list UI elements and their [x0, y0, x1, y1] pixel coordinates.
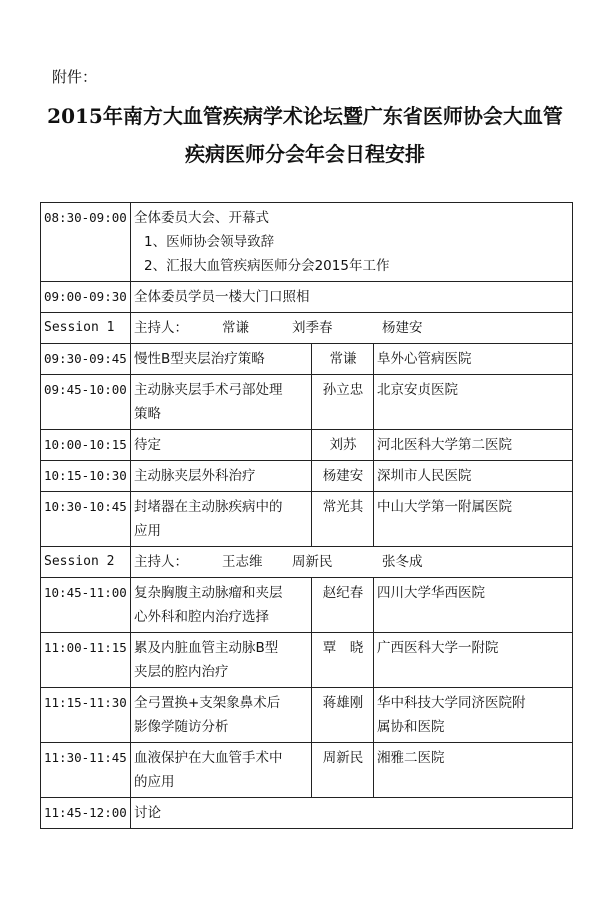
session-label: Session 1	[41, 313, 131, 344]
time-cell: 10:45-11:00	[41, 578, 131, 633]
topic-line: 封堵器在主动脉疾病中的	[134, 499, 283, 515]
topic-cell	[131, 578, 312, 633]
topic-line: 应用	[134, 523, 161, 539]
opening-line: 全体委员大会、开幕式	[134, 210, 269, 226]
time-cell: 11:15-11:30	[41, 688, 131, 743]
speaker-cell: 杨建安	[312, 461, 374, 492]
institution-line: 北京安贞医院	[377, 382, 458, 398]
document-title-line-1: 2015年南方大血管疾病学术论坛暨广东省医师协会大血管	[47, 104, 563, 128]
institution-cell	[374, 688, 573, 743]
topic-line: 主动脉夹层手术弓部处理	[134, 382, 283, 398]
time-cell: 09:00-09:30	[41, 282, 131, 313]
institution-cell	[374, 461, 573, 492]
time-cell: 11:00-11:15	[41, 633, 131, 688]
closing-text: 讨论	[131, 798, 573, 829]
photo-row	[41, 282, 573, 313]
institution-line: 广西医科大学一附院	[377, 640, 499, 656]
institution-line: 深圳市人民医院	[377, 468, 472, 484]
document-title-line-2: 疾病医师分会年会日程安排	[185, 142, 425, 166]
institution-cell	[374, 430, 573, 461]
time-cell: 10:30-10:45	[41, 492, 131, 547]
host-name: 周新民	[292, 554, 333, 570]
topic-cell	[131, 375, 312, 430]
time-cell: 09:30-09:45	[41, 344, 131, 375]
table-row	[41, 461, 573, 492]
session-hosts	[131, 547, 573, 578]
topic-cell	[131, 633, 312, 688]
topic-line: 复杂胸腹主动脉瘤和夹层	[134, 585, 283, 601]
table-row	[41, 430, 573, 461]
table-row	[41, 344, 573, 375]
closing-row	[41, 798, 573, 829]
institution-cell	[374, 633, 573, 688]
time-cell: 10:15-10:30	[41, 461, 131, 492]
time-cell: 09:45-10:00	[41, 375, 131, 430]
table-row	[41, 492, 573, 547]
speaker-cell: 蒋雄刚	[312, 688, 374, 743]
institution-line: 湘雅二医院	[377, 750, 445, 766]
topic-line: 心外科和腔内治疗选择	[134, 609, 269, 625]
time-cell: 08:30-09:00	[41, 203, 131, 282]
topic-line: 累及内脏血管主动脉B型	[134, 640, 279, 656]
institution-cell	[374, 578, 573, 633]
session-1-header	[41, 313, 573, 344]
topic-line: 夹层的腔内治疗	[134, 664, 229, 680]
topic-cell	[131, 344, 312, 375]
table-row	[41, 578, 573, 633]
topic-cell	[131, 461, 312, 492]
topic-line: 主动脉夹层外科治疗	[134, 468, 256, 484]
speaker-cell: 赵纪春	[312, 578, 374, 633]
time-cell: 10:00-10:15	[41, 430, 131, 461]
attachment-label: 附件：	[52, 68, 98, 86]
session-2-header	[41, 547, 573, 578]
host-name: 王志维	[222, 554, 263, 570]
topic-line: 待定	[134, 437, 161, 453]
topic-cell	[131, 430, 312, 461]
table-row	[41, 633, 573, 688]
time-cell: 11:30-11:45	[41, 743, 131, 798]
opening-line: 2、汇报大血管疾病医师分会2015年工作	[144, 258, 390, 274]
institution-line: 华中科技大学同济医院附	[377, 695, 526, 711]
topic-line: 的应用	[134, 774, 175, 790]
institution-line: 中山大学第一附属医院	[377, 499, 512, 515]
topic-line: 策略	[134, 406, 161, 422]
time-cell: 11:45-12:00	[41, 798, 131, 829]
host-name: 刘季春	[292, 320, 333, 336]
speaker-cell: 常光其	[312, 492, 374, 547]
host-label: 主持人：	[134, 554, 188, 570]
topic-line: 全弓置换+支架象鼻术后	[134, 695, 281, 711]
institution-line: 属协和医院	[377, 719, 445, 735]
opening-row	[41, 203, 573, 282]
topic-line: 慢性B型夹层治疗策略	[134, 351, 265, 367]
topic-line: 影像学随访分析	[134, 719, 229, 735]
speaker-cell: 刘苏	[312, 430, 374, 461]
institution-cell	[374, 375, 573, 430]
opening-content	[131, 203, 573, 282]
institution-cell	[374, 344, 573, 375]
institution-line: 四川大学华西医院	[377, 585, 485, 601]
session-hosts	[131, 313, 573, 344]
host-name: 杨建安	[382, 320, 423, 336]
speaker-cell: 覃 晓	[312, 633, 374, 688]
photo-text: 全体委员学员一楼大门口照相	[131, 282, 573, 313]
table-row	[41, 743, 573, 798]
institution-line: 阜外心管病医院	[377, 351, 472, 367]
topic-cell	[131, 492, 312, 547]
institution-cell	[374, 492, 573, 547]
speaker-cell: 常谦	[312, 344, 374, 375]
table-row	[41, 688, 573, 743]
host-label: 主持人：	[134, 320, 188, 336]
table-row	[41, 375, 573, 430]
opening-line: 1、医师协会领导致辞	[144, 234, 275, 250]
host-name: 张冬成	[382, 554, 423, 570]
session-label: Session 2	[41, 547, 131, 578]
topic-cell	[131, 688, 312, 743]
schedule-table	[40, 202, 573, 829]
topic-line: 血液保护在大血管手术中	[134, 750, 283, 766]
host-name: 常谦	[222, 320, 249, 336]
speaker-cell: 孙立忠	[312, 375, 374, 430]
institution-line: 河北医科大学第二医院	[377, 437, 512, 453]
topic-cell	[131, 743, 312, 798]
institution-cell	[374, 743, 573, 798]
speaker-cell: 周新民	[312, 743, 374, 798]
